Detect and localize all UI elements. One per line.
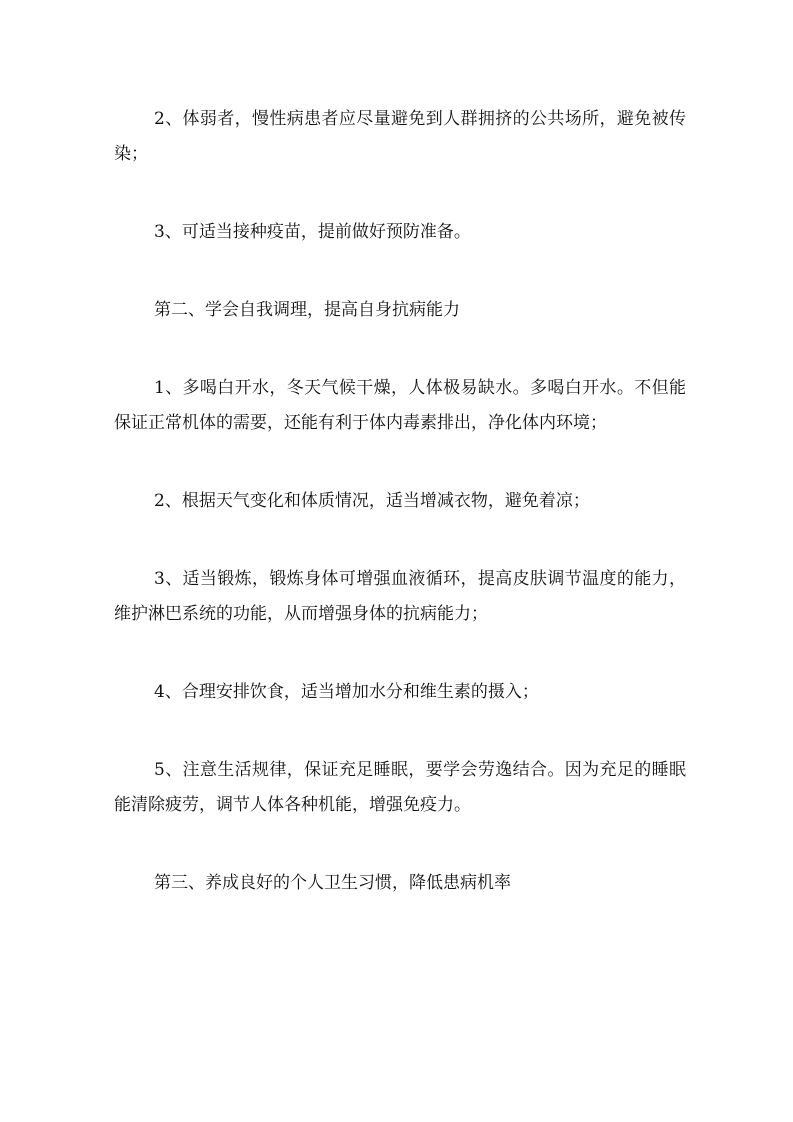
document-body (114, 102, 686, 944)
paragraph-exercise: 3、适当锻炼，锻炼身体可增强血液循环，提高皮肤调节温度的能力，维护淋巴系统的功能，从而增强身体的抗病能力； (114, 569, 686, 624)
paragraph-adjust-clothing: 2、根据天气变化和体质情况，适当增减衣物，避免着凉； (154, 491, 590, 511)
paragraph-vaccination: 3、可适当接种疫苗，提前做好预防准备。 (154, 222, 471, 242)
paragraph-drink-water: 1、多喝白开水，冬天气候干燥，人体极易缺水。多喝白开水。不但能保证正常机体的需要，还能有利于体内毒素排出，净化体内环境； (114, 378, 686, 433)
section-heading-hygiene: 第三、养成良好的个人卫生习惯，降低患病机率 (154, 873, 511, 893)
section-heading-self-regulation: 第二、学会自我调理，提高自身抗病能力 (154, 300, 460, 320)
paragraph-sleep: 5、注意生活规律，保证充足睡眠，要学会劳逸结合。因为充足的睡眠能清除疲劳，调节人体各种机能，增强免疫力。 (114, 760, 686, 815)
paragraph-diet: 4、合理安排饮食，适当增加水分和维生素的摄入； (154, 682, 539, 702)
paragraph-avoid-crowds: 2、体弱者，慢性病患者应尽量避免到人群拥挤的公共场所，避免被传染； (114, 109, 686, 164)
